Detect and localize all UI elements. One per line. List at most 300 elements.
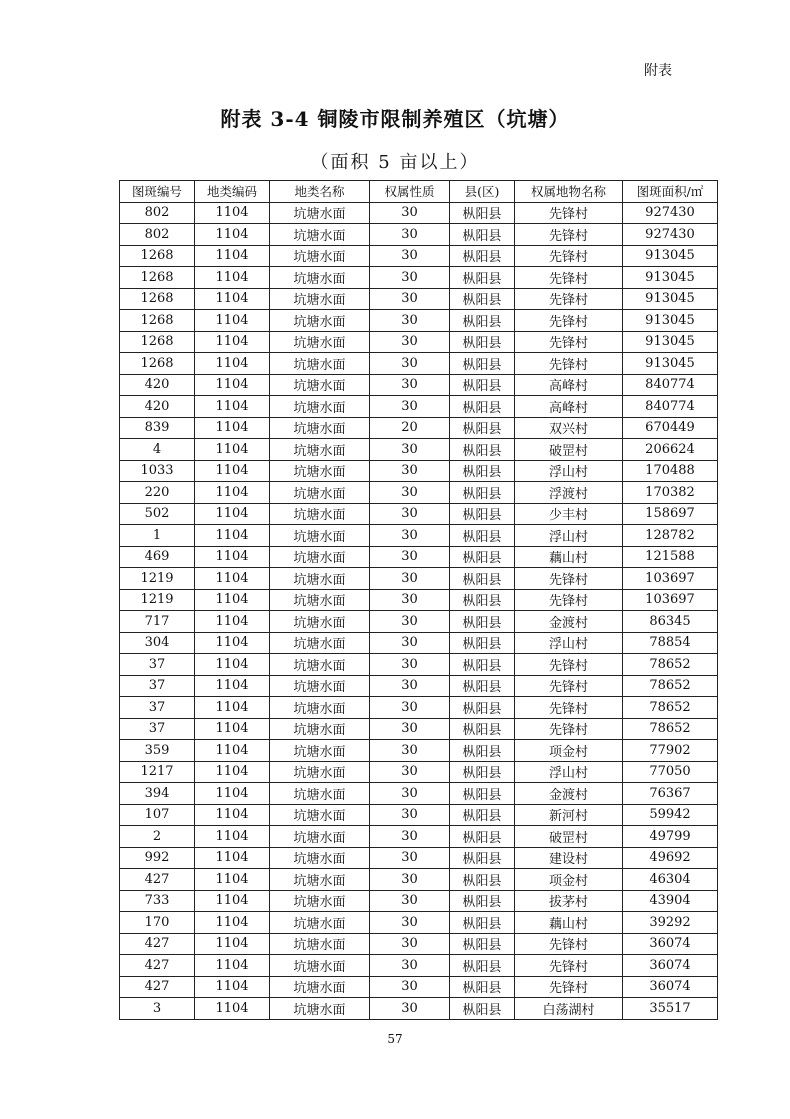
cell-land-code: 1104 [195,826,270,848]
cell-ownership: 30 [370,482,450,504]
cell-land-name: 坑塘水面 [270,245,370,267]
cell-owner-name: 双兴村 [515,417,623,439]
cell-area: 49692 [623,847,718,869]
cell-land-code: 1104 [195,310,270,332]
cell-land-name: 坑塘水面 [270,783,370,805]
cell-owner-name: 建设村 [515,847,623,869]
cell-county: 枞阳县 [450,224,515,246]
header-note: 附表 [644,63,672,79]
cell-land-name: 坑塘水面 [270,310,370,332]
table-row [120,675,718,697]
cell-land-name: 坑塘水面 [270,632,370,654]
cell-area: 927430 [623,202,718,224]
cell-owner-name: 先锋村 [515,933,623,955]
cell-land-name: 坑塘水面 [270,675,370,697]
cell-owner-name: 少丰村 [515,503,623,525]
cell-area: 78854 [623,632,718,654]
table-row [120,310,718,332]
cell-ownership: 30 [370,718,450,740]
cell-ownership: 30 [370,546,450,568]
cell-land-name: 坑塘水面 [270,998,370,1020]
cell-land-code: 1104 [195,288,270,310]
cell-owner-name: 先锋村 [515,224,623,246]
cell-land-code: 1104 [195,933,270,955]
cell-parcel-id: 1268 [120,310,195,332]
cell-area: 913045 [623,245,718,267]
table-row [120,826,718,848]
cell-land-code: 1104 [195,525,270,547]
cell-owner-name: 先锋村 [515,310,623,332]
cell-land-name: 坑塘水面 [270,804,370,826]
cell-parcel-id: 1217 [120,761,195,783]
cell-parcel-id: 107 [120,804,195,826]
cell-area: 36074 [623,976,718,998]
cell-parcel-id: 427 [120,933,195,955]
cell-parcel-id: 1033 [120,460,195,482]
cell-land-code: 1104 [195,697,270,719]
cell-parcel-id: 1268 [120,245,195,267]
cell-ownership: 30 [370,804,450,826]
table-row [120,998,718,1020]
data-table [119,180,718,1020]
cell-land-name: 坑塘水面 [270,267,370,289]
cell-parcel-id: 802 [120,202,195,224]
cell-owner-name: 项金村 [515,740,623,762]
cell-parcel-id: 717 [120,611,195,633]
cell-parcel-id: 1219 [120,568,195,590]
cell-ownership: 30 [370,503,450,525]
cell-county: 枞阳县 [450,525,515,547]
cell-parcel-id: 4 [120,439,195,461]
cell-county: 枞阳县 [450,568,515,590]
cell-owner-name: 浮山村 [515,460,623,482]
cell-area: 103697 [623,589,718,611]
cell-land-name: 坑塘水面 [270,869,370,891]
cell-area: 43904 [623,890,718,912]
table-row [120,869,718,891]
cell-ownership: 30 [370,611,450,633]
table-row [120,503,718,525]
cell-owner-name: 项金村 [515,869,623,891]
cell-owner-name: 浮山村 [515,525,623,547]
cell-ownership: 30 [370,654,450,676]
cell-land-code: 1104 [195,718,270,740]
cell-land-code: 1104 [195,396,270,418]
cell-county: 枞阳县 [450,611,515,633]
cell-area: 78652 [623,697,718,719]
cell-land-code: 1104 [195,374,270,396]
cell-land-name: 坑塘水面 [270,396,370,418]
cell-area: 913045 [623,331,718,353]
cell-ownership: 30 [370,998,450,1020]
cell-parcel-id: 1268 [120,267,195,289]
cell-county: 枞阳县 [450,804,515,826]
cell-ownership: 30 [370,288,450,310]
cell-area: 206624 [623,439,718,461]
cell-area: 170382 [623,482,718,504]
document-subtitle: （面积 5 亩以上） [310,152,480,173]
cell-parcel-id: 37 [120,654,195,676]
table-row [120,933,718,955]
cell-owner-name: 先锋村 [515,589,623,611]
cell-land-code: 1104 [195,546,270,568]
cell-area: 36074 [623,955,718,977]
cell-county: 枞阳县 [450,976,515,998]
cell-land-name: 坑塘水面 [270,202,370,224]
cell-land-code: 1104 [195,503,270,525]
cell-owner-name: 先锋村 [515,654,623,676]
cell-parcel-id: 420 [120,374,195,396]
cell-parcel-id: 359 [120,740,195,762]
cell-area: 78652 [623,718,718,740]
cell-land-code: 1104 [195,611,270,633]
cell-land-name: 坑塘水面 [270,482,370,504]
cell-owner-name: 先锋村 [515,245,623,267]
cell-land-name: 坑塘水面 [270,912,370,934]
table-row [120,697,718,719]
cell-land-name: 坑塘水面 [270,224,370,246]
cell-county: 枞阳县 [450,546,515,568]
cell-ownership: 30 [370,331,450,353]
cell-county: 枞阳县 [450,697,515,719]
cell-ownership: 30 [370,869,450,891]
cell-ownership: 30 [370,976,450,998]
cell-land-code: 1104 [195,331,270,353]
cell-owner-name: 浮山村 [515,761,623,783]
cell-owner-name: 白荡湖村 [515,998,623,1020]
table-row [120,611,718,633]
cell-land-name: 坑塘水面 [270,697,370,719]
cell-land-code: 1104 [195,632,270,654]
table-row [120,955,718,977]
table-row [120,761,718,783]
table-row [120,396,718,418]
header-cell-area: 图斑面积/㎡ [623,181,718,203]
cell-area: 46304 [623,869,718,891]
table-row [120,288,718,310]
cell-ownership: 30 [370,202,450,224]
cell-land-name: 坑塘水面 [270,976,370,998]
cell-area: 170488 [623,460,718,482]
table-row [120,912,718,934]
cell-owner-name: 先锋村 [515,675,623,697]
cell-county: 枞阳县 [450,331,515,353]
cell-land-name: 坑塘水面 [270,546,370,568]
table-row [120,482,718,504]
cell-land-name: 坑塘水面 [270,890,370,912]
document-title: 附表 3-4 铜陵市限制养殖区（坑塘） [220,107,570,131]
cell-land-name: 坑塘水面 [270,288,370,310]
cell-ownership: 30 [370,933,450,955]
cell-land-name: 坑塘水面 [270,417,370,439]
cell-parcel-id: 1268 [120,288,195,310]
cell-parcel-id: 427 [120,955,195,977]
cell-owner-name: 拔茅村 [515,890,623,912]
header-cell-ownership: 权属性质 [370,181,450,203]
cell-area: 49799 [623,826,718,848]
cell-area: 913045 [623,353,718,375]
cell-land-name: 坑塘水面 [270,826,370,848]
table-header-row [120,181,718,203]
cell-ownership: 30 [370,460,450,482]
table-row [120,353,718,375]
cell-county: 枞阳县 [450,998,515,1020]
cell-county: 枞阳县 [450,783,515,805]
cell-land-name: 坑塘水面 [270,718,370,740]
cell-county: 枞阳县 [450,288,515,310]
cell-area: 35517 [623,998,718,1020]
cell-land-name: 坑塘水面 [270,589,370,611]
cell-ownership: 30 [370,374,450,396]
cell-parcel-id: 37 [120,718,195,740]
cell-land-code: 1104 [195,568,270,590]
cell-land-code: 1104 [195,245,270,267]
cell-area: 128782 [623,525,718,547]
table-row [120,331,718,353]
cell-area: 913045 [623,267,718,289]
cell-land-name: 坑塘水面 [270,503,370,525]
table-row [120,525,718,547]
cell-county: 枞阳县 [450,202,515,224]
cell-ownership: 30 [370,310,450,332]
cell-ownership: 30 [370,847,450,869]
cell-area: 78652 [623,675,718,697]
table-row [120,890,718,912]
cell-land-code: 1104 [195,675,270,697]
cell-ownership: 30 [370,568,450,590]
cell-land-name: 坑塘水面 [270,654,370,676]
page-number: 57 [387,1032,403,1046]
cell-land-code: 1104 [195,955,270,977]
cell-land-name: 坑塘水面 [270,847,370,869]
cell-land-code: 1104 [195,439,270,461]
cell-area: 59942 [623,804,718,826]
table-row [120,460,718,482]
cell-land-code: 1104 [195,740,270,762]
cell-county: 枞阳县 [450,933,515,955]
table-row [120,976,718,998]
table-row [120,439,718,461]
cell-owner-name: 金渡村 [515,783,623,805]
cell-land-name: 坑塘水面 [270,955,370,977]
cell-parcel-id: 802 [120,224,195,246]
cell-ownership: 30 [370,826,450,848]
table-row [120,568,718,590]
cell-land-code: 1104 [195,761,270,783]
cell-county: 枞阳县 [450,310,515,332]
table-row [120,847,718,869]
cell-land-code: 1104 [195,654,270,676]
cell-area: 121588 [623,546,718,568]
cell-parcel-id: 1268 [120,331,195,353]
cell-land-code: 1104 [195,267,270,289]
cell-land-code: 1104 [195,589,270,611]
cell-county: 枞阳县 [450,740,515,762]
cell-ownership: 20 [370,417,450,439]
cell-parcel-id: 420 [120,396,195,418]
cell-area: 840774 [623,396,718,418]
table-row [120,632,718,654]
cell-county: 枞阳县 [450,353,515,375]
table-row [120,267,718,289]
cell-area: 76367 [623,783,718,805]
cell-ownership: 30 [370,697,450,719]
cell-ownership: 30 [370,675,450,697]
cell-owner-name: 先锋村 [515,697,623,719]
cell-owner-name: 藕山村 [515,912,623,934]
table-row [120,245,718,267]
cell-ownership: 30 [370,589,450,611]
cell-county: 枞阳县 [450,503,515,525]
cell-area: 36074 [623,933,718,955]
cell-land-name: 坑塘水面 [270,331,370,353]
cell-parcel-id: 502 [120,503,195,525]
cell-county: 枞阳县 [450,396,515,418]
table-row [120,546,718,568]
table-row [120,224,718,246]
table-row [120,589,718,611]
cell-land-name: 坑塘水面 [270,525,370,547]
table-body [120,202,718,1019]
cell-land-name: 坑塘水面 [270,568,370,590]
cell-ownership: 30 [370,267,450,289]
cell-ownership: 30 [370,740,450,762]
cell-ownership: 30 [370,353,450,375]
cell-owner-name: 先锋村 [515,267,623,289]
cell-land-name: 坑塘水面 [270,611,370,633]
cell-area: 86345 [623,611,718,633]
table-row [120,374,718,396]
cell-owner-name: 浮渡村 [515,482,623,504]
cell-county: 枞阳县 [450,267,515,289]
cell-county: 枞阳县 [450,439,515,461]
cell-county: 枞阳县 [450,417,515,439]
cell-county: 枞阳县 [450,869,515,891]
cell-land-code: 1104 [195,804,270,826]
cell-parcel-id: 1219 [120,589,195,611]
header-cell-county: 县(区) [450,181,515,203]
cell-county: 枞阳县 [450,675,515,697]
cell-owner-name: 高峰村 [515,374,623,396]
cell-owner-name: 破罡村 [515,439,623,461]
cell-ownership: 30 [370,224,450,246]
cell-ownership: 30 [370,525,450,547]
cell-parcel-id: 3 [120,998,195,1020]
table-row [120,417,718,439]
table-row [120,804,718,826]
cell-land-code: 1104 [195,869,270,891]
cell-owner-name: 先锋村 [515,718,623,740]
cell-parcel-id: 37 [120,675,195,697]
cell-parcel-id: 304 [120,632,195,654]
cell-ownership: 30 [370,245,450,267]
cell-owner-name: 金渡村 [515,611,623,633]
cell-ownership: 30 [370,912,450,934]
cell-owner-name: 先锋村 [515,955,623,977]
cell-land-code: 1104 [195,482,270,504]
cell-land-name: 坑塘水面 [270,740,370,762]
cell-land-code: 1104 [195,912,270,934]
cell-county: 枞阳县 [450,654,515,676]
cell-county: 枞阳县 [450,632,515,654]
cell-parcel-id: 220 [120,482,195,504]
cell-county: 枞阳县 [450,912,515,934]
cell-owner-name: 新河村 [515,804,623,826]
cell-land-code: 1104 [195,976,270,998]
table-row [120,740,718,762]
cell-ownership: 30 [370,396,450,418]
cell-county: 枞阳县 [450,460,515,482]
cell-area: 840774 [623,374,718,396]
cell-land-name: 坑塘水面 [270,460,370,482]
cell-owner-name: 先锋村 [515,976,623,998]
cell-area: 927430 [623,224,718,246]
cell-area: 913045 [623,288,718,310]
cell-land-code: 1104 [195,847,270,869]
cell-land-code: 1104 [195,224,270,246]
cell-owner-name: 先锋村 [515,568,623,590]
cell-parcel-id: 2 [120,826,195,848]
cell-area: 77902 [623,740,718,762]
cell-parcel-id: 839 [120,417,195,439]
cell-owner-name: 高峰村 [515,396,623,418]
cell-area: 103697 [623,568,718,590]
table-row [120,654,718,676]
cell-land-name: 坑塘水面 [270,374,370,396]
cell-ownership: 30 [370,890,450,912]
cell-parcel-id: 469 [120,546,195,568]
cell-area: 158697 [623,503,718,525]
table-row [120,202,718,224]
cell-area: 39292 [623,912,718,934]
cell-owner-name: 浮山村 [515,632,623,654]
cell-ownership: 30 [370,439,450,461]
cell-owner-name: 藕山村 [515,546,623,568]
cell-land-name: 坑塘水面 [270,933,370,955]
cell-county: 枞阳县 [450,826,515,848]
cell-area: 670449 [623,417,718,439]
cell-parcel-id: 394 [120,783,195,805]
cell-land-name: 坑塘水面 [270,439,370,461]
cell-owner-name: 先锋村 [515,353,623,375]
table-row [120,718,718,740]
header-cell-parcel-id: 图斑编号 [120,181,195,203]
cell-area: 77050 [623,761,718,783]
header-cell-land-name: 地类名称 [270,181,370,203]
cell-county: 枞阳县 [450,374,515,396]
header-cell-land-code: 地类编码 [195,181,270,203]
cell-county: 枞阳县 [450,482,515,504]
cell-area: 913045 [623,310,718,332]
cell-land-code: 1104 [195,417,270,439]
cell-area: 78652 [623,654,718,676]
cell-land-code: 1104 [195,460,270,482]
cell-land-code: 1104 [195,890,270,912]
cell-parcel-id: 427 [120,869,195,891]
cell-parcel-id: 992 [120,847,195,869]
header-cell-owner-name: 权属地物名称 [515,181,623,203]
cell-county: 枞阳县 [450,589,515,611]
cell-parcel-id: 733 [120,890,195,912]
cell-land-name: 坑塘水面 [270,353,370,375]
cell-ownership: 30 [370,783,450,805]
cell-county: 枞阳县 [450,847,515,869]
cell-owner-name: 破罡村 [515,826,623,848]
cell-land-code: 1104 [195,202,270,224]
cell-county: 枞阳县 [450,718,515,740]
cell-parcel-id: 1 [120,525,195,547]
cell-land-code: 1104 [195,998,270,1020]
